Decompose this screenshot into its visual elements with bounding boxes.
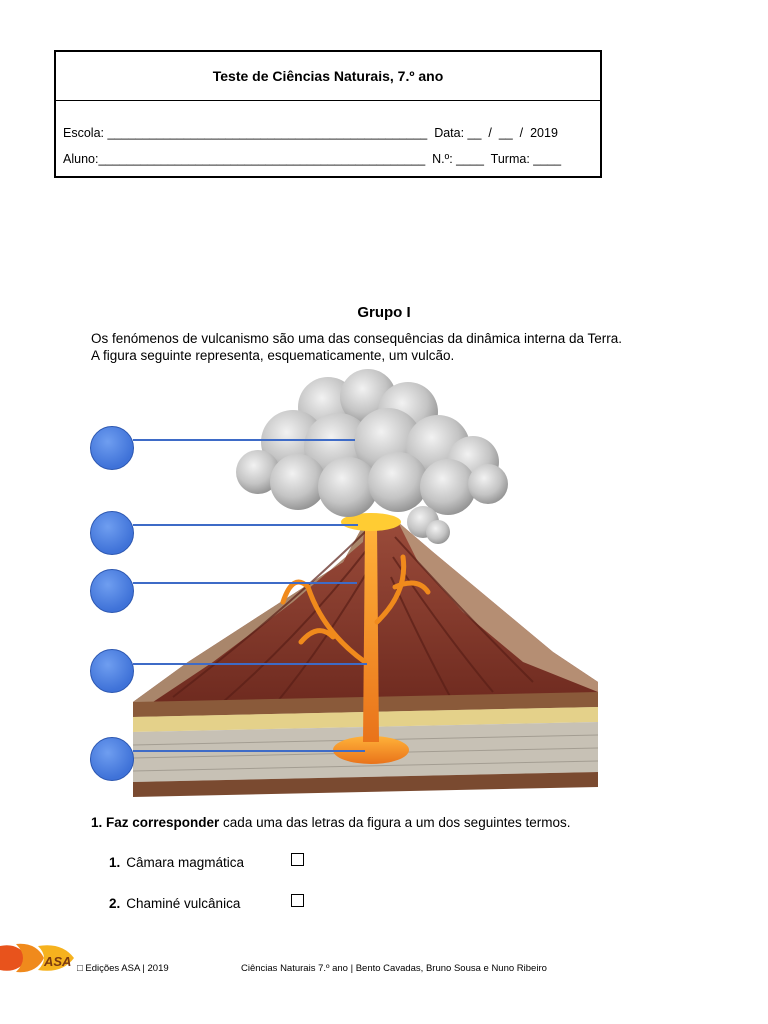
- term-2-checkbox[interactable]: [291, 894, 304, 907]
- intro-line-1: Os fenómenos de vulcanismo são uma das consequências da dinâmica interna da Terra.: [91, 331, 623, 346]
- term-label: Câmara magmática: [126, 855, 245, 870]
- group-title: Grupo I: [357, 304, 411, 321]
- label-marker-c[interactable]: [90, 569, 134, 613]
- term-label: Chaminé vulcânica: [126, 896, 241, 911]
- school-date-line: Escola: ______________________________________________ Data: __ / __ / 2019: [63, 126, 558, 140]
- term-number: 2.: [109, 896, 121, 911]
- term-1-checkbox[interactable]: [291, 853, 304, 866]
- term-item-2: [109, 896, 240, 911]
- label-marker-e[interactable]: [90, 737, 134, 781]
- footer-right: Ciências Naturais 7.º ano | Bento Cavadas, Bruno Sousa e Nuno Ribeiro: [241, 963, 547, 974]
- term-item-1: [109, 855, 244, 870]
- footer-left: □ Edições ASA | 2019: [77, 963, 169, 974]
- label-marker-b[interactable]: [90, 511, 134, 555]
- intro-text: [91, 330, 622, 364]
- volcano-figure: [133, 362, 598, 802]
- question-1: [91, 815, 570, 830]
- question-1-text: cada uma das letras da figura a um dos seguintes termos.: [219, 815, 571, 830]
- header-box: [54, 50, 602, 178]
- term-number: 1.: [109, 855, 121, 870]
- intro-line-2: A figura seguinte representa, esquematicamente, um vulcão.: [91, 348, 455, 363]
- student-line: Aluno:_______________________________________________ N.º: ____ Turma: ____: [63, 152, 562, 166]
- logo-text: ASA: [44, 954, 72, 969]
- asa-logo: [0, 938, 80, 978]
- label-marker-a[interactable]: [90, 426, 134, 470]
- volcanic-chimney: [363, 527, 379, 742]
- question-1-lead: 1. Faz corresponder: [91, 815, 220, 830]
- test-title: Teste de Ciências Naturais, 7.º ano: [56, 52, 600, 101]
- label-marker-d[interactable]: [90, 649, 134, 693]
